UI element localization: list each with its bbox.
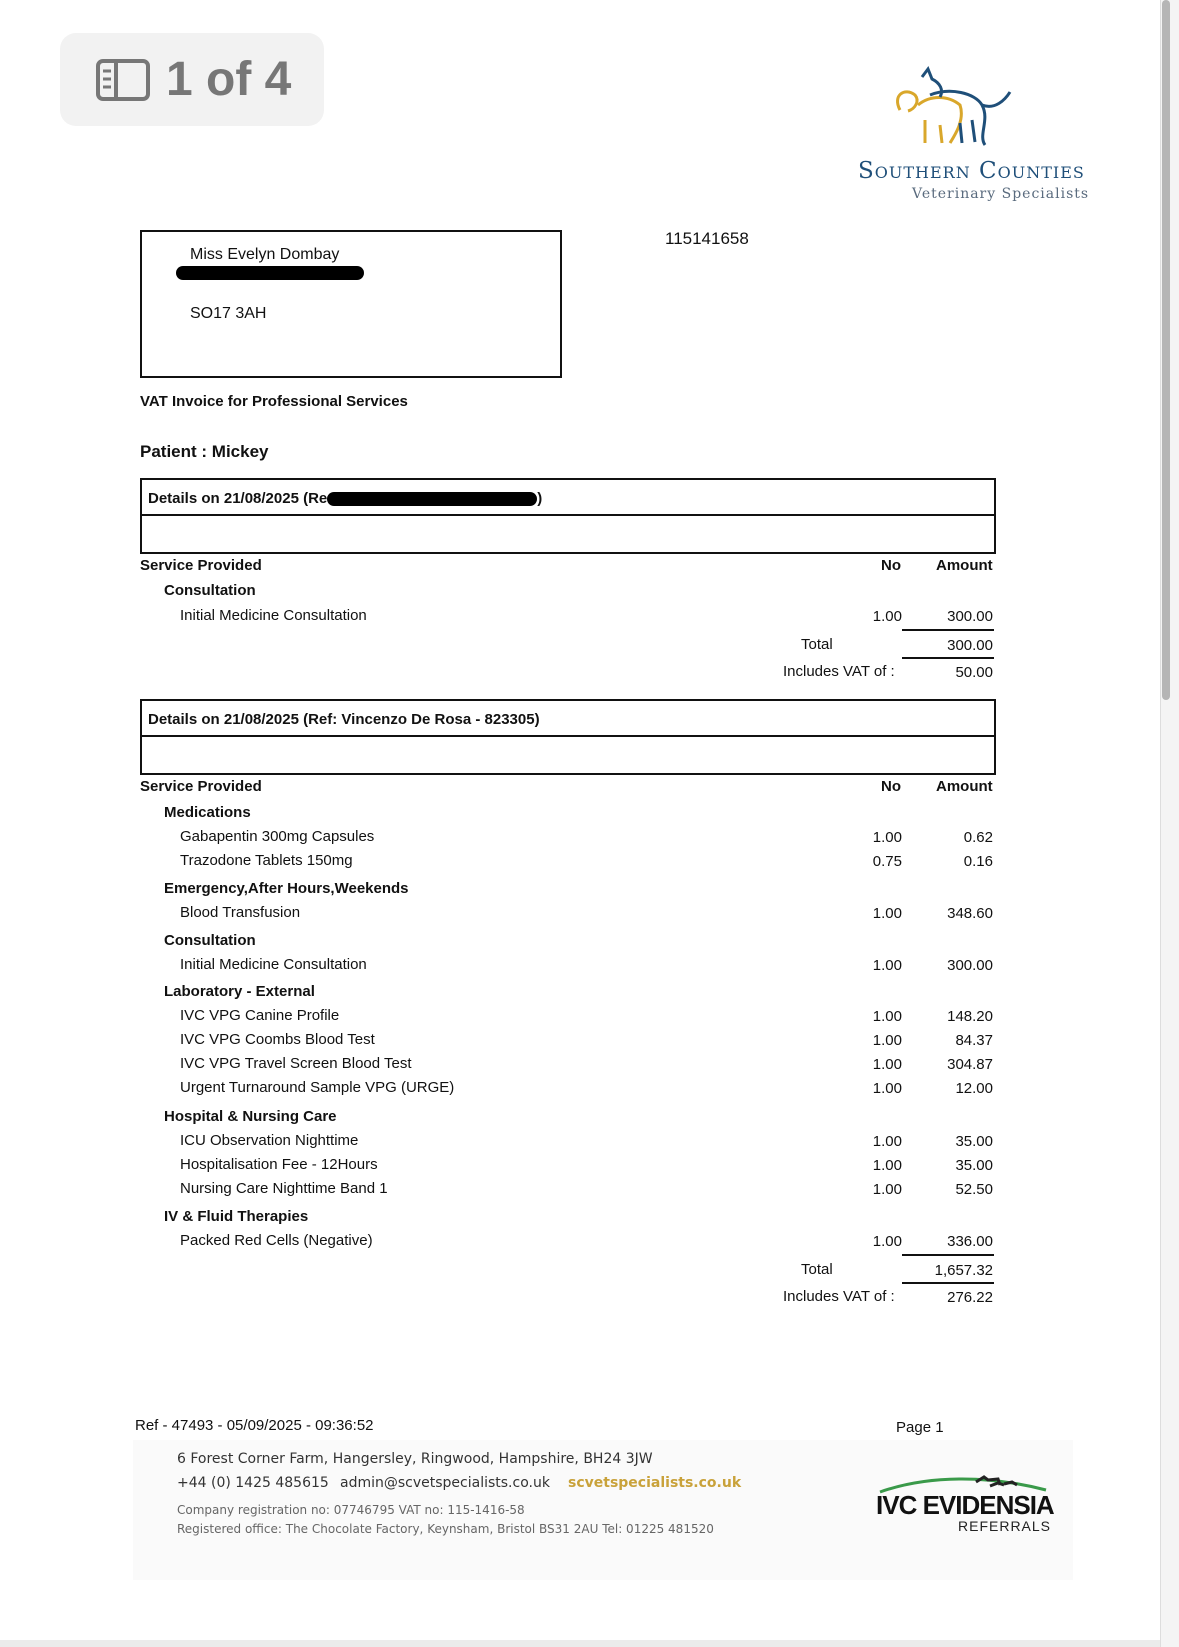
item-description: Packed Red Cells (Negative) xyxy=(180,1232,373,1249)
column-amount: Amount xyxy=(936,778,993,795)
total-label: Total xyxy=(801,636,833,653)
item-quantity: 1.00 xyxy=(872,608,902,625)
item-quantity: 1.00 xyxy=(872,1056,902,1073)
category-label: IV & Fluid Therapies xyxy=(164,1208,309,1225)
redaction-mark xyxy=(176,266,364,280)
total-label: Total xyxy=(801,1261,833,1278)
document-title: VAT Invoice for Professional Services xyxy=(140,393,408,410)
item-amount: 35.00 xyxy=(955,1157,993,1174)
item-amount: 84.37 xyxy=(955,1032,993,1049)
redaction-mark xyxy=(327,492,537,506)
sidebar-icon xyxy=(96,59,150,101)
item-amount: 0.16 xyxy=(963,853,993,870)
column-no: No xyxy=(881,557,901,574)
item-quantity: 0.75 xyxy=(872,853,902,870)
vat-label: Includes VAT of : xyxy=(783,663,895,680)
item-amount: 35.00 xyxy=(955,1133,993,1150)
item-description: Nursing Care Nighttime Band 1 xyxy=(180,1180,388,1197)
item-amount: 52.50 xyxy=(955,1181,993,1198)
item-description: Trazodone Tablets 150mg xyxy=(180,852,353,869)
section2-heading: Details on 21/08/2025 (Ref: Vincenzo De Rosa - 823305) xyxy=(142,701,994,737)
item-description: IVC VPG Canine Profile xyxy=(180,1007,340,1024)
ivc-logo-subtext: REFERRALS xyxy=(958,1518,1052,1534)
recipient-postcode: SO17 3AH xyxy=(190,305,267,322)
item-amount: 148.20 xyxy=(947,1008,993,1025)
item-quantity: 1.00 xyxy=(872,957,902,974)
category-label: Consultation xyxy=(164,932,256,949)
address-box xyxy=(140,230,562,378)
category-label: Hospital & Nursing Care xyxy=(164,1108,337,1125)
footer-company-info: Company registration no: 07746795 VAT no: 115-1416-58 xyxy=(177,1503,525,1517)
item-quantity: 1.00 xyxy=(872,829,902,846)
item-amount: 304.87 xyxy=(947,1056,993,1073)
category-label: Consultation xyxy=(164,582,256,599)
item-quantity: 1.00 xyxy=(872,1157,902,1174)
vat-label: Includes VAT of : xyxy=(783,1288,895,1305)
total-rule xyxy=(902,1282,994,1284)
item-description: Blood Transfusion xyxy=(180,904,301,921)
section2-header-box xyxy=(140,699,996,775)
footer-page-number: Page 1 xyxy=(896,1419,944,1436)
column-service: Service Provided xyxy=(140,778,262,795)
section1-heading: Details on 21/08/2025 (Re ) xyxy=(142,480,994,516)
item-quantity: 1.00 xyxy=(872,1133,902,1150)
item-amount: 12.00 xyxy=(955,1080,993,1097)
total-rule xyxy=(902,629,994,631)
column-no: No xyxy=(881,778,901,795)
item-description: Urgent Turnaround Sample VPG (URGE) xyxy=(180,1079,455,1096)
footer-website: scvetspecialists.co.uk xyxy=(568,1475,742,1491)
item-description: Initial Medicine Consultation xyxy=(180,607,367,624)
ivc-logo-text: IVC EVIDENSIA xyxy=(876,1490,1054,1520)
column-amount: Amount xyxy=(936,557,993,574)
item-amount: 336.00 xyxy=(947,1233,993,1250)
category-label: Laboratory - External xyxy=(164,983,315,1000)
item-description: Initial Medicine Consultation xyxy=(180,956,367,973)
total-rule xyxy=(902,1254,994,1256)
category-label: Emergency,After Hours,Weekends xyxy=(164,880,409,897)
total-amount: 1,657.32 xyxy=(934,1262,993,1279)
footer-phone: +44 (0) 1425 485615 xyxy=(177,1475,329,1491)
vat-amount: 50.00 xyxy=(955,664,993,681)
item-quantity: 1.00 xyxy=(872,1032,902,1049)
total-rule xyxy=(902,657,994,659)
total-amount: 300.00 xyxy=(947,637,993,654)
item-quantity: 1.00 xyxy=(872,1233,902,1250)
scrollbar-thumb[interactable] xyxy=(1162,0,1170,700)
category-label: Medications xyxy=(164,804,251,821)
footer-registered-office: Registered office: The Chocolate Factory, Keynsham, Bristol BS31 2AU Tel: 01225 481520 xyxy=(177,1522,714,1536)
footer-address: 6 Forest Corner Farm, Hangersley, Ringwood, Hampshire, BH24 3JW xyxy=(177,1451,653,1467)
item-description: Hospitalisation Fee - 12Hours xyxy=(180,1156,378,1173)
logo-name: Southern Counties xyxy=(858,158,1085,184)
vat-amount: 276.22 xyxy=(947,1289,993,1306)
item-amount: 348.60 xyxy=(947,905,993,922)
item-description: IVC VPG Travel Screen Blood Test xyxy=(180,1055,412,1072)
recipient-name: Miss Evelyn Dombay xyxy=(190,246,340,263)
invoice-number: 115141658 xyxy=(665,229,749,248)
item-amount: 300.00 xyxy=(947,957,993,974)
item-description: ICU Observation Nighttime xyxy=(180,1132,359,1149)
footer-reference: Ref - 47493 - 05/09/2025 - 09:36:52 xyxy=(135,1417,374,1434)
item-amount: 0.62 xyxy=(963,829,993,846)
page-indicator-text: 1 of 4 xyxy=(166,53,292,106)
section1-header-box xyxy=(140,478,996,554)
item-quantity: 1.00 xyxy=(872,905,902,922)
item-quantity: 1.00 xyxy=(872,1080,902,1097)
footer-email: admin@scvetspecialists.co.uk xyxy=(340,1475,550,1491)
page-indicator[interactable] xyxy=(60,33,324,126)
item-quantity: 1.00 xyxy=(872,1181,902,1198)
column-service: Service Provided xyxy=(140,557,262,574)
item-description: Gabapentin 300mg Capsules xyxy=(180,828,375,845)
item-description: IVC VPG Coombs Blood Test xyxy=(180,1031,375,1048)
logo-subtitle: Veterinary Specialists xyxy=(912,186,1090,202)
patient-name: Patient : Mickey xyxy=(140,442,269,461)
item-quantity: 1.00 xyxy=(872,1008,902,1025)
item-amount: 300.00 xyxy=(947,608,993,625)
